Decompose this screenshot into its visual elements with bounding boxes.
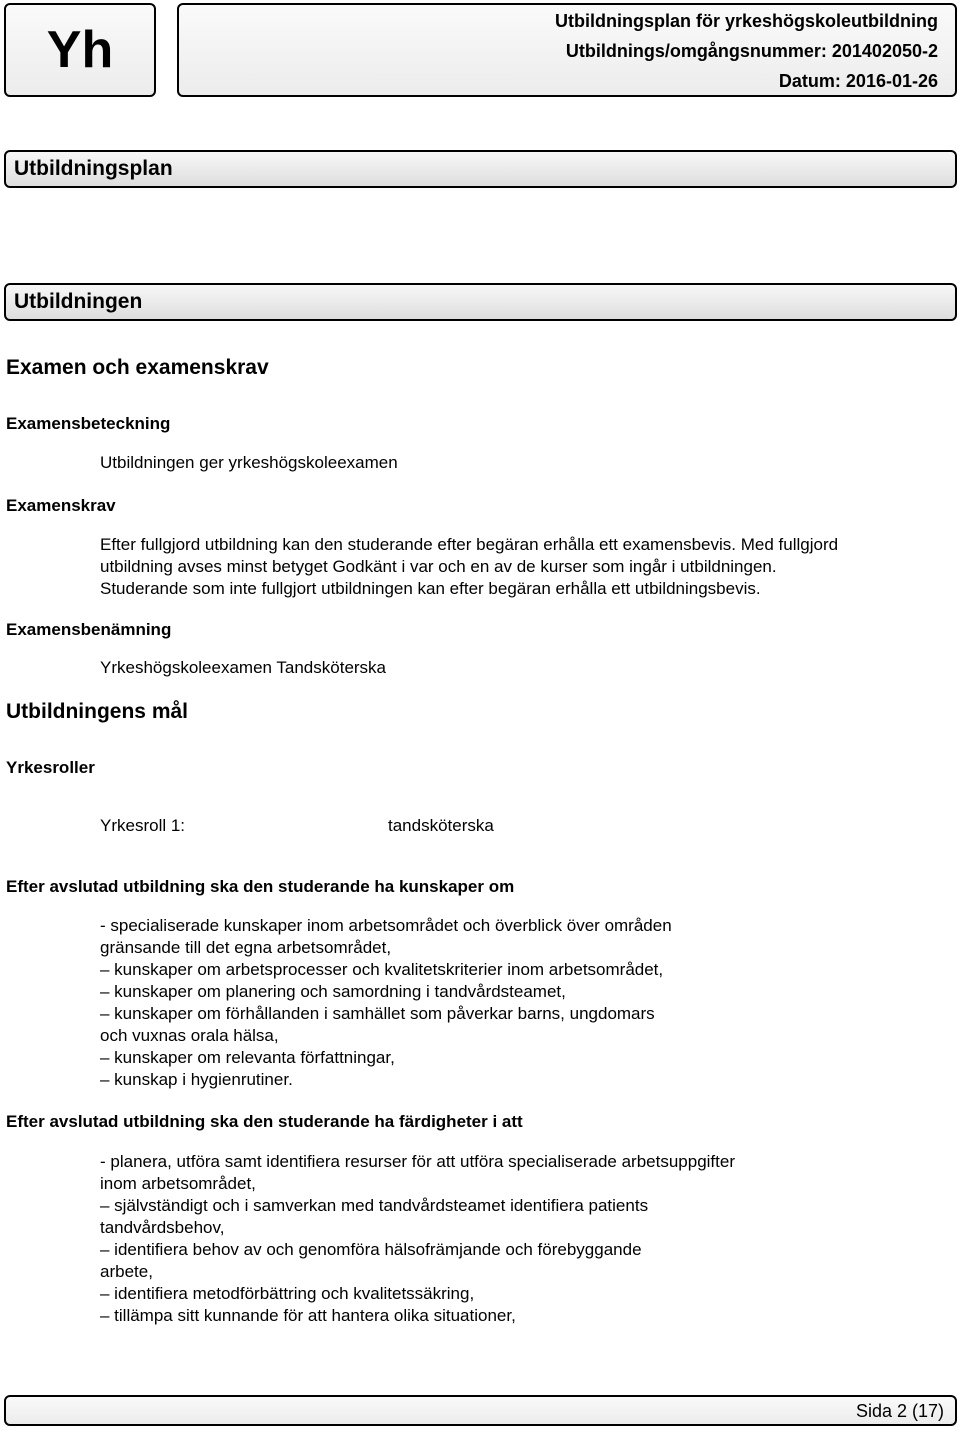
fardigheter-heading: Efter avslutad utbildning ska den studerande ha färdigheter i att: [6, 1112, 523, 1131]
examensbenamning-value: Yrkeshögskoleexamen Tandsköterska: [100, 658, 387, 677]
mal-heading: Utbildningens mål: [6, 700, 189, 723]
examensbeteckning-value: Utbildningen ger yrkeshögskoleexamen: [100, 453, 398, 472]
fardigheter-line: - planera, utföra samt identifiera resurser för att utföra specialiserade arbetsuppgifter: [100, 1152, 735, 1171]
kunskaper-heading: Efter avslutad utbildning ska den studerande ha kunskaper om: [6, 877, 515, 896]
fardigheter-line: – tillämpa sitt kunnande för att hantera olika situationer,: [100, 1306, 516, 1325]
header-number: Utbildnings/omgångsnummer: 201402050-2: [565, 41, 938, 61]
section-utbildningen: Utbildningen: [4, 283, 957, 321]
kunskaper-line: – kunskaper om arbetsprocesser och kvalitetskriterier inom arbetsområdet,: [100, 960, 664, 979]
fardigheter-line: – identifiera metodförbättring och kvalitetssäkring,: [100, 1284, 475, 1303]
fardigheter-line: inom arbetsområdet,: [100, 1174, 256, 1193]
yh-logo: Yh: [46, 21, 114, 79]
kunskaper-line: gränsande till det egna arbetsområdet,: [100, 938, 392, 957]
fardigheter-line: arbete,: [100, 1262, 153, 1281]
kunskaper-line: - specialiserade kunskaper inom arbetsområdet och överblick över områden: [100, 916, 672, 935]
kunskaper-line: – kunskaper om planering och samordning i tandvårdsteamet,: [100, 982, 566, 1001]
fardigheter-line: – identifiera behov av och genomföra hälsofrämjande och förebyggande: [100, 1240, 642, 1259]
kunskaper-line: och vuxnas orala hälsa,: [100, 1026, 279, 1045]
page-number: Sida 2 (17): [855, 1401, 944, 1421]
fardigheter-line: tandvårdsbehov,: [100, 1218, 225, 1237]
yrkesroller-label: Yrkesroller: [6, 758, 95, 777]
examenskrav-line: Efter fullgjord utbildning kan den studerande efter begäran erhålla ett examensbevis. Med fullgjord: [100, 535, 839, 554]
header-date: Datum: 2016-01-26: [778, 71, 938, 91]
yrkesroll-key: Yrkesroll 1:: [100, 816, 186, 835]
fardigheter-line: – självständigt och i samverkan med tandvårdsteamet identifiera patients: [100, 1196, 649, 1215]
examensbenamning-label: Examensbenämning: [6, 620, 172, 639]
kunskaper-line: – kunskaper om förhållanden i samhället som påverkar barns, ungdomars: [100, 1004, 655, 1023]
examenskrav-line: Studerande som inte fullgjort utbildningen kan efter begäran erhålla ett utbildningsbevis.: [100, 579, 761, 598]
kunskaper-line: – kunskaper om relevanta författningar,: [100, 1048, 395, 1067]
examenskrav-line: utbildning avses minst betyget Godkänt i var och en av de kurser som ingår i utbildningen.: [100, 557, 777, 576]
header-title: Utbildningsplan för yrkeshögskoleutbildning: [554, 11, 938, 31]
kunskaper-line: – kunskap i hygienrutiner.: [100, 1070, 293, 1089]
yrkesroll-value: tandsköterska: [388, 816, 494, 835]
footer-box: [4, 1395, 957, 1426]
section-utbildningsplan: Utbildningsplan: [4, 150, 957, 188]
examen-heading: Examen och examenskrav: [6, 356, 269, 379]
examenskrav-label: Examenskrav: [6, 496, 116, 515]
examensbeteckning-label: Examensbeteckning: [6, 414, 171, 433]
